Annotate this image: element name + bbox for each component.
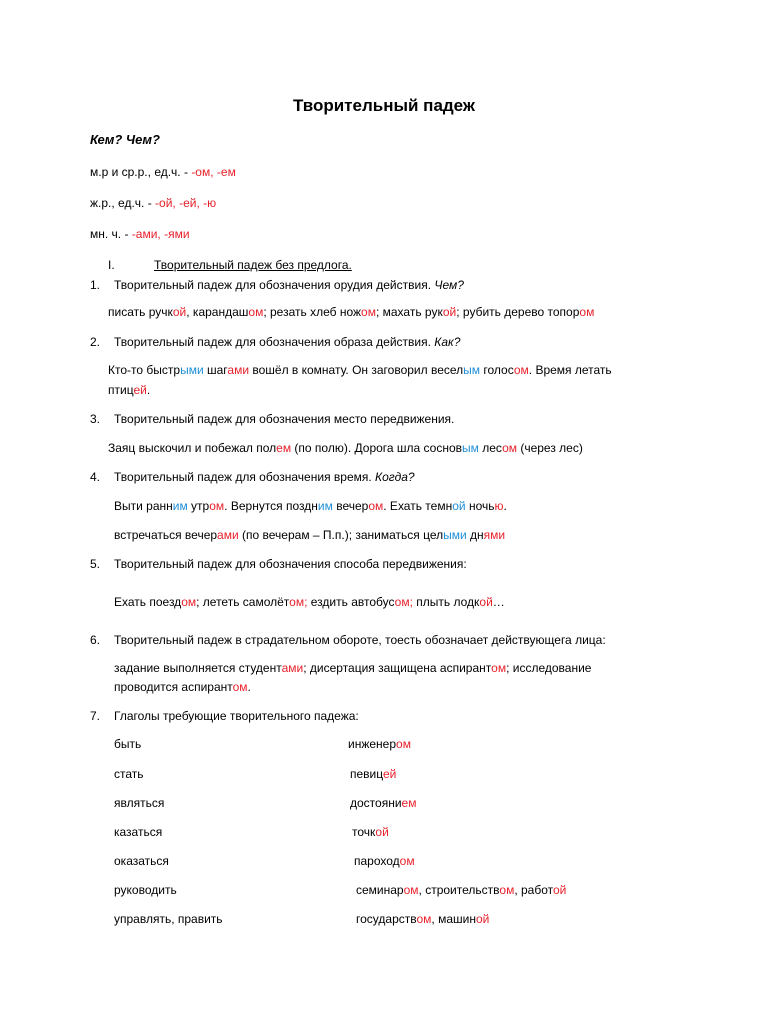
- ending-highlight-blue: ыми: [443, 528, 467, 542]
- text-segment: плыть лодк: [412, 595, 480, 609]
- text-segment: (по полю). Дорога шла соснов: [291, 441, 463, 455]
- text-segment: Заяц выскочил и побежал пол: [108, 441, 277, 455]
- ending-highlight-red: ом: [403, 883, 419, 897]
- ending-highlight-red: ами: [281, 661, 304, 675]
- example-3: [108, 440, 583, 456]
- text-segment: Ехать поезд: [114, 595, 182, 609]
- ending-highlight-red: ой: [172, 305, 187, 319]
- verb-cell: управлять, править: [114, 912, 223, 926]
- example-6b: [114, 679, 251, 695]
- item-heading-6: [114, 632, 606, 648]
- ending-highlight-blue: им: [172, 499, 188, 513]
- item-number: 4.: [90, 470, 101, 484]
- ending-row-plural: [90, 226, 190, 242]
- noun-cell: [350, 766, 396, 782]
- ending-highlight-red: ой: [442, 305, 457, 319]
- text-segment: ; дисертация защищена аспирант: [303, 661, 492, 675]
- ending-highlight-red: ом: [579, 305, 595, 319]
- text-segment: . Ехать темн: [383, 499, 453, 513]
- text-segment: семинар: [356, 883, 404, 897]
- item-text: Творительный падеж для обозначения орудия действия.: [114, 278, 435, 292]
- item-question: Чем?: [434, 278, 464, 292]
- text-segment: , строительств: [418, 883, 500, 897]
- item-text: Глаголы требующие творительного падежа:: [114, 709, 359, 723]
- ending-highlight-red: ом: [368, 499, 384, 513]
- text-segment: .: [247, 680, 251, 694]
- ending-highlight-blue: им: [317, 499, 333, 513]
- text-segment: ; исследование: [506, 661, 592, 675]
- text-segment: задание выполняется студент: [114, 661, 282, 675]
- ending-highlight-red: ом: [513, 363, 529, 377]
- text-segment: (через лес): [517, 441, 583, 455]
- item-heading-1: [114, 277, 464, 293]
- ending-highlight-red: ой: [553, 883, 567, 897]
- ending-highlight-red: ом: [399, 854, 415, 868]
- text-segment: .: [503, 499, 507, 513]
- ending-highlight-red: ом: [209, 499, 225, 513]
- ending-highlight-red: ой: [479, 595, 493, 609]
- ending-highlight-red: ом: [361, 305, 376, 319]
- text-segment: вечер: [332, 499, 369, 513]
- ending-row-fem: [90, 195, 216, 211]
- text-segment: ездить автобус: [307, 595, 395, 609]
- ending-value: -ой, -ей, -ю: [155, 196, 217, 210]
- example-5: [114, 594, 505, 610]
- text-segment: утр: [187, 499, 210, 513]
- text-segment: . Время летать: [528, 363, 612, 377]
- item-heading-4: [114, 469, 415, 485]
- item-number: 1.: [90, 278, 101, 292]
- text-segment: Кто-то быстр: [108, 363, 181, 377]
- text-segment: дн: [466, 528, 484, 542]
- verb-cell: казаться: [114, 825, 163, 839]
- noun-cell: [348, 736, 411, 752]
- text-segment: встречаться вечер: [114, 528, 218, 542]
- verb-cell: руководить: [114, 883, 177, 897]
- verb-cell: являться: [114, 796, 165, 810]
- item-text: Творительный падеж для обозначения место передвижения.: [114, 412, 455, 426]
- text-segment: , машин: [431, 912, 476, 926]
- text-segment: ночь: [465, 499, 495, 513]
- item-text: Творительный падеж для обозначения способа передвижения:: [114, 557, 467, 571]
- text-segment: певиц: [350, 767, 383, 781]
- text-segment: ; рубить дерево топор: [456, 305, 580, 319]
- ending-value: -ами, -ями: [131, 227, 190, 241]
- ending-highlight-blue: ыми: [180, 363, 204, 377]
- ending-highlight-red: ом: [502, 441, 517, 455]
- ending-highlight-red: ей: [133, 383, 147, 397]
- text-segment: государств: [356, 912, 417, 926]
- text-segment: (по вечерам – П.п.); заниматься цел: [238, 528, 444, 542]
- example-1: [108, 304, 594, 320]
- verb-cell: быть: [114, 737, 142, 751]
- text-segment: голос: [480, 363, 514, 377]
- text-segment: проводится аспирант: [114, 680, 233, 694]
- item-heading-3: [114, 411, 454, 427]
- example-2b: [108, 382, 150, 398]
- text-segment: писать ручк: [108, 305, 173, 319]
- item-text: Творительный падеж в страдательном обороте, тоесть обозначает действующега лица:: [114, 633, 606, 647]
- text-segment: вошёл в комнату. Он заговорил весел: [249, 363, 464, 377]
- ending-highlight-red: ой: [375, 825, 389, 839]
- item-number: 5.: [90, 557, 101, 571]
- item-number: 2.: [90, 335, 101, 349]
- ending-row-masc: [90, 164, 236, 180]
- text-segment: шаг: [203, 363, 228, 377]
- ending-highlight-blue: ым: [462, 441, 479, 455]
- item-question: Когда?: [375, 470, 415, 484]
- ending-highlight-blue: ой: [452, 499, 466, 513]
- ending-highlight-red: ой: [475, 912, 490, 926]
- text-segment: птиц: [108, 383, 134, 397]
- text-segment: точк: [352, 825, 376, 839]
- text-segment: Выти ранн: [114, 499, 173, 513]
- ending-highlight-red: ами: [217, 528, 239, 542]
- ending-highlight-red: ами: [227, 363, 250, 377]
- ending-highlight-red: ом: [499, 883, 515, 897]
- ending-highlight-blue: ым: [463, 363, 481, 377]
- item-number: 7.: [90, 709, 101, 723]
- noun-cell: [352, 824, 389, 840]
- example-4a: [114, 498, 507, 514]
- ending-highlight-red: ом: [491, 661, 507, 675]
- text-segment: лес: [478, 441, 503, 455]
- example-4b: [114, 527, 505, 543]
- text-segment: пароход: [354, 854, 400, 868]
- text-segment: ; лететь самолёт: [196, 595, 290, 609]
- item-heading-5: [114, 556, 467, 572]
- item-text: Творительный падеж для обозначения образа действия.: [114, 335, 435, 349]
- ending-highlight-red: ю: [494, 499, 504, 513]
- text-segment: достояни: [350, 796, 402, 810]
- text-segment: …: [492, 595, 505, 609]
- text-segment: , работ: [514, 883, 553, 897]
- verb-cell: стать: [114, 767, 144, 781]
- ending-highlight-red: ом: [181, 595, 197, 609]
- noun-cell: [350, 795, 416, 811]
- noun-cell: [354, 853, 415, 869]
- ending-highlight-red: ом;: [289, 595, 308, 609]
- text-segment: , карандаш: [186, 305, 249, 319]
- text-segment: .: [146, 383, 151, 397]
- ending-highlight-red: ом: [416, 912, 432, 926]
- item-question: Как?: [434, 335, 461, 349]
- ending-highlight-red: ей: [383, 767, 397, 781]
- verb-cell: оказаться: [114, 854, 169, 868]
- text-segment: инженер: [348, 737, 397, 751]
- item-heading-2: [114, 334, 460, 350]
- text-segment: . Вернутся поздн: [224, 499, 318, 513]
- page-title: Творительный падеж: [293, 96, 475, 115]
- section-number: I.: [108, 258, 115, 272]
- section-title: Творительный падеж без предлога.: [154, 258, 352, 272]
- ending-highlight-red: ом: [232, 680, 248, 694]
- example-2a: [108, 362, 612, 378]
- case-question: Кем? Чем?: [90, 132, 160, 147]
- item-number: 6.: [90, 633, 101, 647]
- ending-label: м.р и ср.р., ед.ч. -: [90, 165, 192, 179]
- ending-highlight-red: ом: [396, 737, 411, 751]
- ending-highlight-red: ем: [401, 796, 417, 810]
- noun-cell: [356, 911, 489, 927]
- ending-label: мн. ч. -: [90, 227, 132, 241]
- ending-highlight-red: ом: [248, 305, 264, 319]
- item-number: 3.: [90, 412, 101, 426]
- ending-highlight-red: ями: [483, 528, 506, 542]
- noun-cell: [356, 882, 566, 898]
- item-heading-7: [114, 708, 359, 724]
- text-segment: ; махать рук: [375, 305, 443, 319]
- item-text: Творительный падеж для обозначения время.: [114, 470, 376, 484]
- text-segment: ; резать хлеб нож: [263, 305, 362, 319]
- example-6a: [114, 660, 591, 676]
- ending-highlight-red: ом;: [394, 595, 413, 609]
- ending-label: ж.р., ед.ч. -: [90, 196, 156, 210]
- ending-value: -ом, -ем: [191, 165, 236, 179]
- ending-highlight-red: ем: [276, 441, 292, 455]
